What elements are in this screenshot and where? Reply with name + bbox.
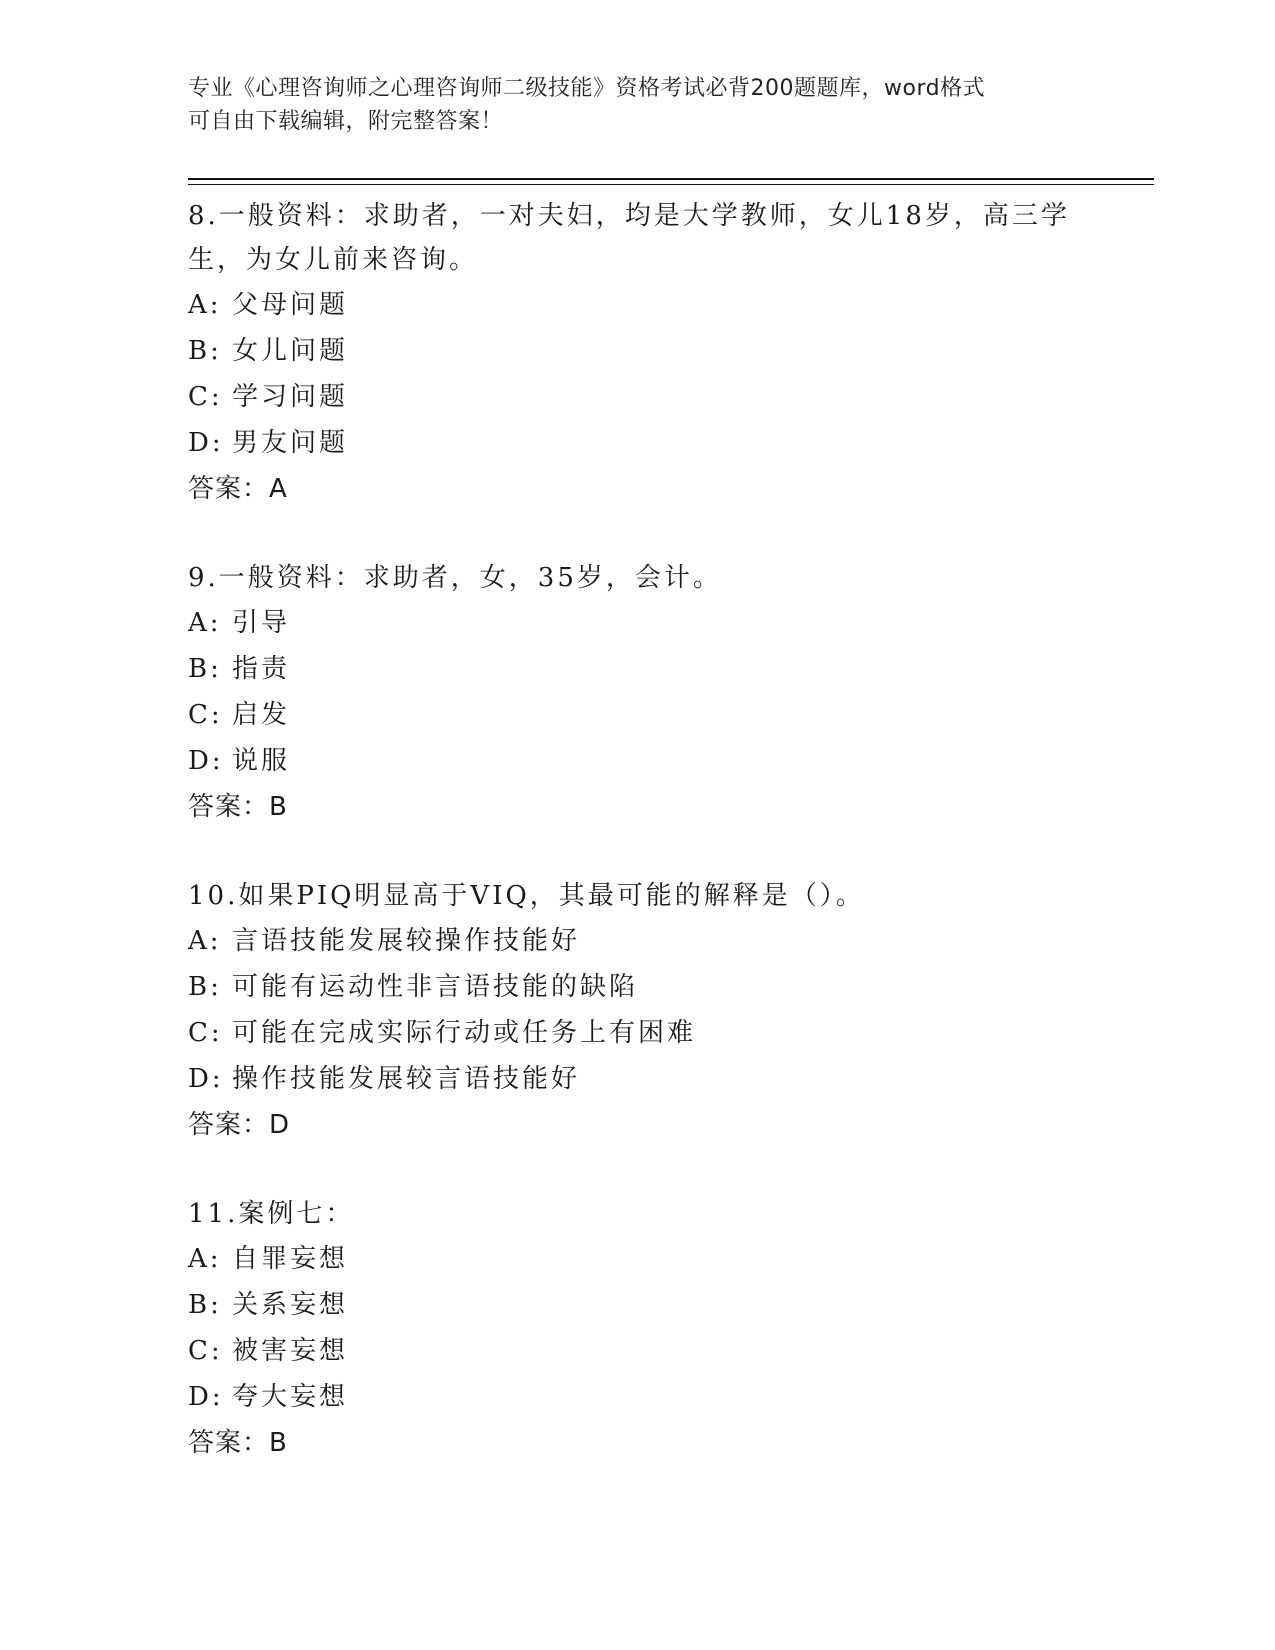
option-b — [188, 1282, 1088, 1328]
option-d — [188, 1374, 1088, 1420]
question-11 — [188, 1192, 1088, 1466]
question-10 — [188, 874, 1088, 1148]
option-letter: C: — [188, 1018, 223, 1048]
option-text: 夸大妄想 — [232, 1382, 349, 1412]
option-letter: D: — [188, 746, 224, 776]
option-text: 被害妄想 — [232, 1336, 349, 1366]
option-letter: A: — [188, 290, 222, 320]
option-text: 操作技能发展较言语技能好 — [232, 1064, 581, 1094]
header-divider-thin — [188, 184, 1154, 185]
option-letter: B: — [188, 1290, 222, 1320]
document-header — [188, 72, 1088, 138]
option-text: 女儿问题 — [232, 336, 349, 366]
answer-line: 答案：B — [188, 792, 288, 822]
option-letter: B: — [188, 972, 222, 1002]
question-stem: 9.一般资料：求助者，女，35岁，会计。 — [188, 563, 722, 593]
option-text: 说服 — [232, 746, 291, 776]
option-letter: C: — [188, 700, 223, 730]
option-text: 关系妄想 — [232, 1290, 349, 1320]
option-d — [188, 738, 1088, 784]
option-text: 男友问题 — [232, 428, 349, 458]
option-a — [188, 600, 1088, 646]
question-8 — [188, 194, 1088, 512]
option-letter: A: — [188, 1244, 222, 1274]
option-text: 学习问题 — [232, 382, 349, 412]
option-letter: B: — [188, 654, 222, 684]
option-letter: D: — [188, 1064, 224, 1094]
option-b — [188, 328, 1088, 374]
header-line-1: 专业《心理咨询师之心理咨询师二级技能》资格考试必背200题题库，word格式 — [188, 76, 986, 101]
option-text: 引导 — [232, 608, 291, 638]
question-spacer — [188, 830, 1088, 874]
question-spacer — [188, 1148, 1088, 1192]
option-text: 自罪妄想 — [232, 1244, 349, 1274]
option-letter: C: — [188, 1336, 223, 1366]
question-stem-continued: 生，为女儿前来咨询。 — [188, 245, 479, 275]
option-d — [188, 420, 1088, 466]
option-a — [188, 918, 1088, 964]
option-text: 指责 — [232, 654, 291, 684]
option-c — [188, 1328, 1088, 1374]
option-b — [188, 964, 1088, 1010]
header-divider-thick — [188, 178, 1154, 180]
option-text: 言语技能发展较操作技能好 — [232, 926, 581, 956]
option-b — [188, 646, 1088, 692]
option-letter: A: — [188, 608, 222, 638]
question-9 — [188, 556, 1088, 830]
question-list — [188, 194, 1088, 1466]
option-c — [188, 692, 1088, 738]
option-text: 可能在完成实际行动或任务上有困难 — [232, 1018, 697, 1048]
option-text: 父母问题 — [232, 290, 349, 320]
question-stem: 11.案例七： — [188, 1199, 355, 1229]
option-letter: D: — [188, 428, 224, 458]
option-c — [188, 374, 1088, 420]
question-spacer — [188, 512, 1088, 556]
question-stem: 8.一般资料：求助者，一对夫妇，均是大学教师，女儿18岁，高三学 — [188, 201, 1070, 231]
question-stem: 10.如果PIQ明显高于VIQ，其最可能的解释是（）。 — [188, 881, 865, 911]
option-letter: D: — [188, 1382, 224, 1412]
option-letter: A: — [188, 926, 222, 956]
answer-line: 答案：D — [188, 1110, 291, 1140]
option-d — [188, 1056, 1088, 1102]
header-line-2: 可自由下载编辑，附完整答案！ — [188, 109, 504, 134]
option-a — [188, 282, 1088, 328]
option-text: 启发 — [232, 700, 291, 730]
option-letter: B: — [188, 336, 222, 366]
option-c — [188, 1010, 1088, 1056]
option-text: 可能有运动性非言语技能的缺陷 — [232, 972, 639, 1002]
answer-line: 答案：A — [188, 474, 288, 504]
answer-line: 答案：B — [188, 1428, 288, 1458]
option-a — [188, 1236, 1088, 1282]
option-letter: C: — [188, 382, 223, 412]
